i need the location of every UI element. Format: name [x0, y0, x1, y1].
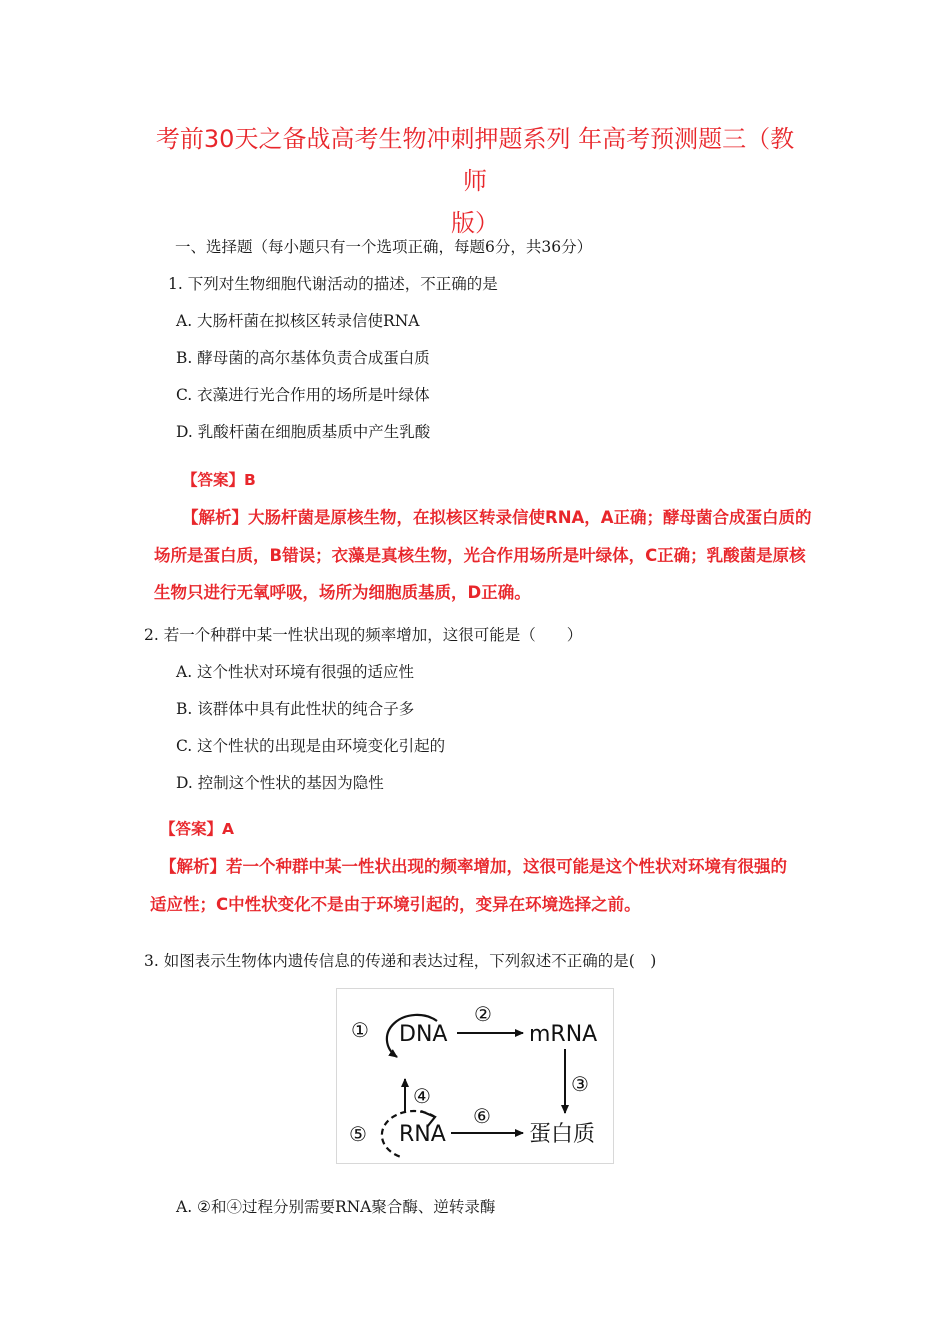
q1-explanation-line-3: 生物只进行无氧呼吸，场所为细胞质基质，D正确。	[154, 583, 531, 602]
document-title	[150, 118, 800, 244]
protein-label: 蛋白质	[529, 1122, 596, 1147]
q3-stem: 3. 如图表示生物体内遗传信息的传递和表达过程，下列叙述不正确的是( )	[144, 952, 657, 970]
dna-label: DNA	[399, 1022, 448, 1047]
q2-stem: 2. 若一个种群中某一性状出现的频率增加，这很可能是（ ）	[144, 626, 583, 644]
title-line-1: 考前30天之备战高考生物冲刺押题系列 年高考预测题三（教师	[155, 125, 795, 195]
q1-explanation-line-2: 场所是蛋白质，B错误；衣藻是真核生物，光合作用场所是叶绿体，C正确；乳酸菌是原核	[154, 546, 806, 565]
diagram-svg	[337, 989, 613, 1163]
process-2-label: ②	[474, 1002, 492, 1026]
q3-option-a: A. ②和④过程分别需要RNA聚合酶、逆转录酶	[176, 1198, 496, 1216]
q2-explanation-line-1: 【解析】若一个种群中某一性状出现的频率增加，这很可能是这个性状对环境有很强的	[160, 857, 787, 876]
genetic-information-flow-diagram	[336, 988, 614, 1164]
q2-option-c: C. 这个性状的出现是由环境变化引起的	[176, 737, 446, 755]
process-1-label: ①	[351, 1018, 369, 1042]
rna-label: RNA	[399, 1122, 446, 1147]
process-4-label: ④	[413, 1084, 431, 1108]
q2-option-b: B. 该群体中具有此性状的纯合子多	[176, 700, 415, 718]
section-heading: 一、选择题（每小题只有一个选项正确，每题6分，共36分）	[175, 238, 593, 256]
q1-option-b: B. 酵母菌的高尔基体负责合成蛋白质	[176, 349, 430, 367]
q1-answer: 【答案】B	[182, 471, 256, 489]
q1-option-a: A. 大肠杆菌在拟核区转录信使RNA	[176, 312, 420, 330]
q2-option-a: A. 这个性状对环境有很强的适应性	[176, 663, 415, 681]
process-5-label: ⑤	[349, 1122, 367, 1146]
title-line-2: 版）	[451, 209, 499, 237]
q1-option-c: C. 衣藻进行光合作用的场所是叶绿体	[176, 386, 430, 404]
q2-answer: 【答案】A	[160, 820, 234, 838]
q2-option-d: D. 控制这个性状的基因为隐性	[176, 774, 384, 792]
q1-explanation-line-1: 【解析】大肠杆菌是原核生物，在拟核区转录信使RNA，A正确；酵母菌合成蛋白质的	[182, 508, 812, 527]
process-6-label: ⑥	[473, 1104, 491, 1128]
process-3-label: ③	[571, 1072, 589, 1096]
mrna-label: mRNA	[529, 1022, 598, 1047]
q1-stem: 1. 下列对生物细胞代谢活动的描述，不正确的是	[168, 275, 498, 293]
q1-option-d: D. 乳酸杆菌在细胞质基质中产生乳酸	[176, 423, 431, 441]
q2-explanation-line-2: 适应性；C中性状变化不是由于环境引起的，变异在环境选择之前。	[150, 895, 641, 914]
